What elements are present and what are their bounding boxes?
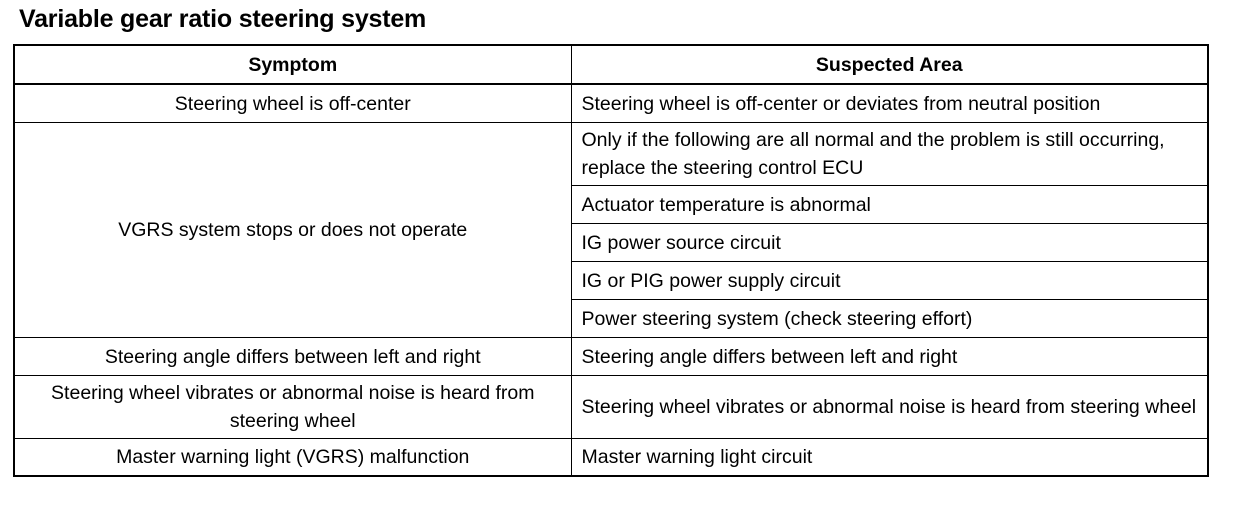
suspected-area-cell: IG power source circuit — [571, 224, 1208, 262]
header-symptom: Symptom — [14, 45, 571, 84]
table-row — [14, 84, 1208, 123]
table-row — [14, 376, 1208, 439]
suspected-area-cell: Only if the following are all normal and the problem is still occurring, replace the steering control ECU — [571, 123, 1208, 186]
symptom-cell: VGRS system stops or does not operate — [14, 123, 571, 338]
suspected-area-cell: Steering wheel vibrates or abnormal noise is heard from steering wheel — [571, 376, 1208, 439]
symptom-cell: Steering wheel is off-center — [14, 84, 571, 123]
table-header-row — [14, 45, 1208, 84]
suspected-area-cell: Power steering system (check steering effort) — [571, 300, 1208, 338]
suspected-area-cell: Steering angle differs between left and right — [571, 338, 1208, 376]
page-title: Variable gear ratio steering system — [19, 5, 427, 33]
suspected-area-cell: IG or PIG power supply circuit — [571, 262, 1208, 300]
table-row — [14, 439, 1208, 477]
header-suspected-area: Suspected Area — [571, 45, 1208, 84]
suspected-area-cell: Steering wheel is off-center or deviates from neutral position — [571, 84, 1208, 123]
symptom-table — [13, 44, 1209, 477]
table-row — [14, 338, 1208, 376]
symptom-cell: Steering angle differs between left and right — [14, 338, 571, 376]
table-row — [14, 123, 1208, 186]
symptom-cell: Master warning light (VGRS) malfunction — [14, 439, 571, 477]
suspected-area-cell: Actuator temperature is abnormal — [571, 186, 1208, 224]
symptom-cell: Steering wheel vibrates or abnormal noise is heard from steering wheel — [14, 376, 571, 439]
suspected-area-cell: Master warning light circuit — [571, 439, 1208, 477]
